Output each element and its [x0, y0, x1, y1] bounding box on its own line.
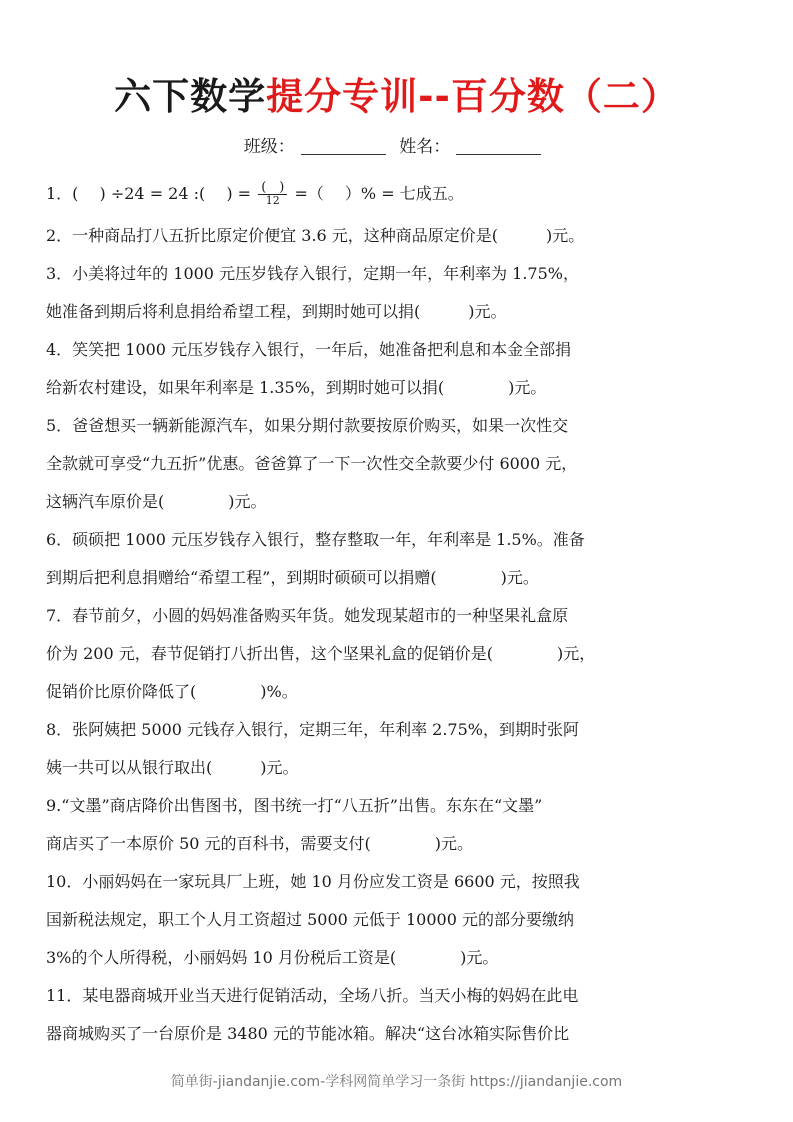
- student-info: [0, 132, 793, 157]
- title-red: 提分专训--百分数（二）: [266, 75, 679, 118]
- question-line: 到期后把利息捐赠给“希望工程”，到期时硕硕可以捐赠( )元。: [46, 568, 539, 587]
- question-line: 11．某电器商城开业当天进行促销活动，全场八折。当天小梅的妈妈在此电: [46, 986, 579, 1005]
- class-field[interactable]: [301, 154, 386, 155]
- question-line: 国新税法规定，职工个人月工资超过 5000 元低于 10000 元的部分要缴纳: [46, 910, 574, 929]
- question-line: 促销价比原价降低了( )%。: [46, 682, 298, 701]
- question-line: 器商城购买了一台原价是 3480 元的节能冰箱。解决“这台冰箱实际售价比: [46, 1024, 570, 1043]
- question-line: 9.“文墨”商店降价出售图书，图书统一打“八五折”出售。东东在“文墨”: [46, 796, 543, 815]
- question-line: 给新农村建设，如果年利率是 1.35%，到期时她可以捐( )元。: [46, 378, 547, 397]
- question-line: 她准备到期后将利息捐给希望工程，到期时她可以捐( )元。: [46, 302, 507, 321]
- class-label: 班级：: [243, 137, 295, 157]
- name-field[interactable]: [456, 154, 541, 155]
- question-line: 10．小丽妈妈在一家玩具厂上班，她 10 月份应发工资是 6600 元，按照我: [46, 872, 580, 891]
- question-line: 价为 200 元，春节促销打八折出售，这个坚果礼盒的促销价是( )元，: [46, 644, 596, 663]
- question-line: 5．爸爸想买一辆新能源汽车，如果分期付款要按原价购买，如果一次性交: [46, 416, 569, 435]
- name-label: 姓名：: [399, 137, 451, 157]
- q1-part-a: 1．( ) ÷24 = 24 :( ) =: [46, 184, 252, 203]
- question-line: 6．硕硕把 1000 元压岁钱存入银行，整存整取一年，年利率是 1.5%。准备: [46, 530, 585, 549]
- question-line: 3．小美将过年的 1000 元压岁钱存入银行，定期一年，年利率为 1.75%，: [46, 264, 579, 283]
- fraction-denominator: 12: [265, 194, 280, 207]
- question-line: 4．笑笑把 1000 元压岁钱存入银行，一年后，她准备把利息和本金全部捐: [46, 340, 572, 359]
- page-title: [0, 66, 793, 120]
- question-line: 商店买了一本原价 50 元的百科书，需要支付( )元。: [46, 834, 474, 853]
- question-line: 这辆汽车原价是( )元。: [46, 492, 267, 511]
- question-line: 3%的个人所得税，小丽妈妈 10 月份税后工资是( )元。: [46, 948, 499, 967]
- q1-part-b: =（ ）% = 七成五。: [294, 184, 464, 203]
- question-line: 7．春节前夕，小圆的妈妈准备购买年货。她发现某超市的一种坚果礼盒原: [46, 606, 569, 625]
- fraction-numerator: ( ): [258, 182, 287, 195]
- fraction: [258, 182, 287, 207]
- question-line: 8．张阿姨把 5000 元钱存入银行，定期三年，年利率 2.75%，到期时张阿: [46, 720, 579, 739]
- footer-watermark: 简单街-jiandanjie.com-学科网简单学习一条街 https://jiandanjie.com: [170, 1074, 623, 1090]
- question-line: 姨一共可以从银行取出( )元。: [46, 758, 299, 777]
- question-line: 2．一种商品打八五折比原定价便宜 3.6 元，这种商品原定价是( )元。: [46, 226, 585, 245]
- question-line: 全款就可享受“九五折”优惠。爸爸算了一下一次性交全款要少付 6000 元，: [46, 454, 578, 473]
- question-1: [46, 175, 751, 212]
- title-black: 六下数学: [114, 75, 267, 118]
